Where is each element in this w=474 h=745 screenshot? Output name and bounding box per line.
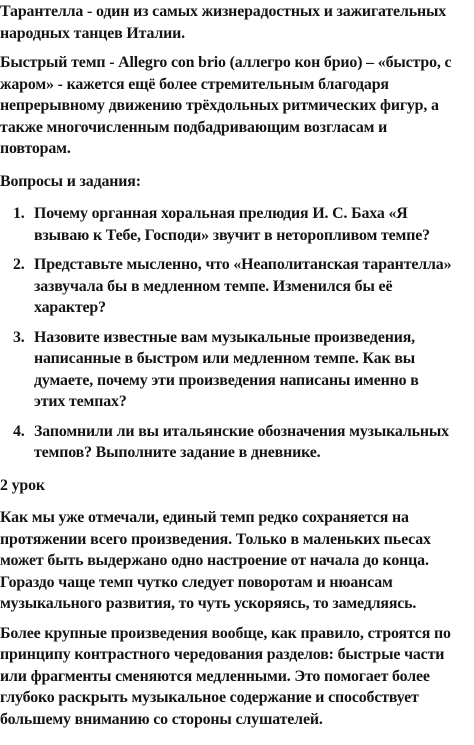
questions-list <box>0 203 474 464</box>
text-line: Запомнили ли вы итальянские обозначения музыкальных <box>34 422 449 440</box>
text-line: зазвучала бы в медленном темпе. Изменился бы её <box>34 277 393 295</box>
text-line: также многочисленным подбадривающим возгласам и <box>0 118 388 136</box>
text-line: протяжении всего произведения. Только в маленьких пьесах <box>0 530 431 548</box>
text-line: этих темпах? <box>34 393 127 410</box>
lesson-heading: 2 урок <box>0 476 45 494</box>
paragraph-one <box>0 507 474 615</box>
question-number: 4. <box>13 422 25 440</box>
text-line: принципу контрастного чередования разделов: быстрые части <box>0 646 445 663</box>
text-line: Гораздо чаще темп чутко следует поворотам и нюансам <box>0 573 393 591</box>
text-line: повторам. <box>0 140 71 157</box>
text-line: взываю к Тебе, Господи» звучит в неторопливом темпе? <box>34 226 430 244</box>
question-item <box>0 421 474 464</box>
text-line: или фрагменты сменяются медленными. Это помогает более <box>0 667 430 685</box>
text-line: написанные в быстром или медленном темпе. Как вы <box>34 350 416 367</box>
question-item <box>0 327 474 413</box>
text-line: Быстрый темп - Allegro con brio (аллегро кон брио) – «быстро, с <box>0 54 452 71</box>
text-line: характер? <box>34 299 106 316</box>
text-line: Назовите известные вам музыкальные произведения, <box>34 328 416 346</box>
intro-paragraph <box>0 1 474 44</box>
text-line: Представьте мысленно, что «Неаполитанская тарантелла» <box>34 256 452 273</box>
text-line: Почему органная хоральная прелюдия И. С. Баха «Я <box>34 205 408 222</box>
question-number: 1. <box>13 205 25 222</box>
paragraph-two <box>0 623 474 731</box>
question-item <box>0 203 474 246</box>
text-line: Более крупные произведения вообще, как правило, строятся по <box>0 624 451 642</box>
text-line: глубоко раскрыть музыкальное содержание и способствует <box>0 689 419 706</box>
text-line: жаром» - кажется ещё более стремительным благодаря <box>0 75 389 93</box>
question-number: 3. <box>13 328 25 346</box>
text-line: думаете, почему эти произведения написаны именно в <box>34 371 419 389</box>
question-item <box>0 254 474 319</box>
text-line: большему вниманию со стороны слушателей. <box>0 710 323 728</box>
questions-heading: Вопросы и задания: <box>0 172 141 190</box>
text-line: музыкального развития, то чуть ускоряясь, то замедляясь. <box>0 595 417 612</box>
text-line: темпов? Выполните задание в дневнике. <box>34 444 321 461</box>
text-line: народных танцев Италии. <box>0 24 186 42</box>
text-line: непрерывному движению трёхдольных ритмических фигур, а <box>0 97 439 114</box>
question-number: 2. <box>13 256 25 273</box>
text-line: может быть выдержано одно настроение от начала до конца. <box>0 552 429 569</box>
tempo-paragraph <box>0 52 474 160</box>
text-line: Тарантелла - один из самых жизнерадостных и зажигательных <box>0 3 447 20</box>
text-line: Как мы уже отмечали, единый темп редко сохраняется на <box>0 509 409 526</box>
